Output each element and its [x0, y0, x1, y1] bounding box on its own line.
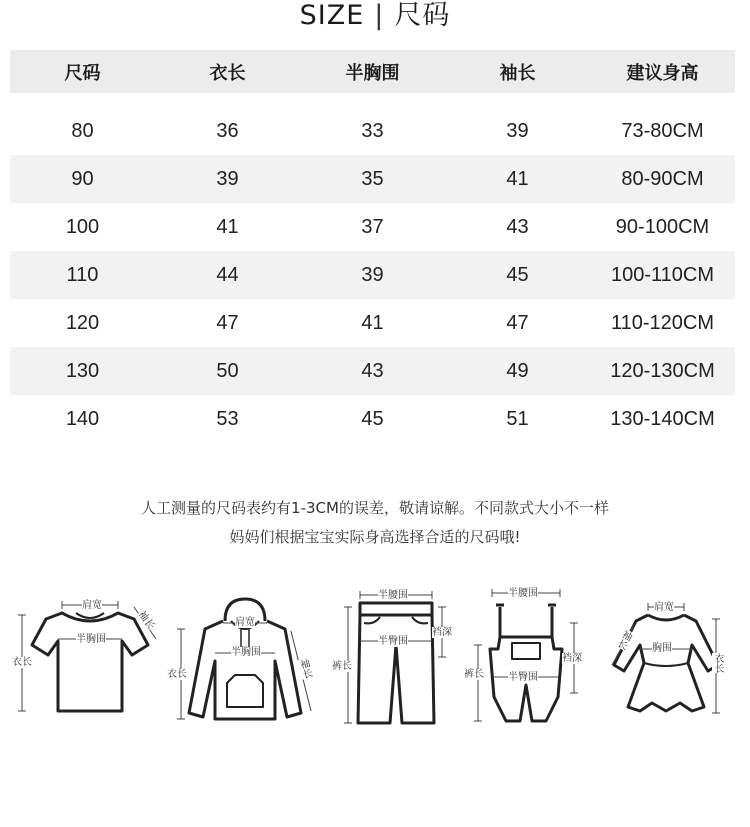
cell-half-chest: 41: [361, 311, 384, 334]
table-row: [10, 107, 735, 155]
pants-length-label: 裤长: [332, 661, 352, 672]
tshirt-chest-label: 半胸围: [76, 634, 106, 645]
table-row: [10, 155, 735, 203]
title-separator: |: [374, 0, 385, 31]
dress-diagram: [600, 585, 740, 735]
pants-diagram: [330, 585, 460, 735]
size-table: [10, 50, 735, 443]
title-size: SIZE: [299, 0, 365, 31]
cell-height: 80-90CM: [590, 155, 735, 203]
overalls-diagram: [462, 585, 592, 735]
cell-sleeve: 43: [506, 215, 529, 238]
size-advice-note: 妈妈们根据宝宝实际身高选择合适的尺码哦!: [229, 528, 521, 546]
cell-size: 110: [10, 251, 155, 299]
cell-half-chest: 45: [361, 407, 384, 430]
title-chinese: 尺码: [394, 0, 451, 31]
table-row: [10, 395, 735, 443]
cell-length: 36: [216, 119, 239, 142]
cell-height: 100-110CM: [590, 251, 735, 299]
cell-length: 39: [155, 155, 300, 203]
cell-half-chest: 35: [300, 155, 445, 203]
page-title: [0, 0, 750, 36]
cell-sleeve: 41: [445, 155, 590, 203]
cell-sleeve: 47: [506, 311, 529, 334]
overalls-rise-label: 裆深: [562, 653, 582, 664]
header-size: 尺码: [10, 50, 155, 93]
cell-length: 44: [155, 251, 300, 299]
cell-sleeve: 49: [445, 347, 590, 395]
overalls-length-label: 裤长: [464, 669, 484, 680]
table-row: [10, 299, 735, 347]
measurement-diagrams: [0, 585, 750, 735]
hoodie-length-label: 衣长: [167, 669, 187, 680]
overalls-waist-label: 半腰围: [508, 588, 538, 599]
cell-sleeve: 39: [506, 119, 529, 142]
pants-icon: [330, 585, 460, 735]
dress-chest-label: 胸围: [652, 643, 672, 654]
pants-hip-label: 半臀围: [378, 636, 408, 647]
dress-shoulder-label: 肩宽: [654, 602, 674, 613]
header-sleeve: 袖长: [445, 50, 590, 93]
measurement-note: 人工测量的尺码表约有1-3CM的误差，敬请谅解。不同款式大小不一样: [141, 499, 609, 517]
pants-rise-label: 裆深: [432, 627, 452, 638]
hoodie-shoulder-label: 肩宽: [235, 617, 255, 628]
header-half-chest: 半胸围: [300, 50, 445, 93]
cell-length: 41: [216, 215, 239, 238]
table-row: [10, 203, 735, 251]
cell-half-chest: 43: [300, 347, 445, 395]
tshirt-length-label: 衣长: [12, 657, 32, 668]
table-row: [10, 347, 735, 395]
cell-size: 90: [10, 155, 155, 203]
hoodie-sleeve-label: 袖长: [296, 657, 313, 681]
size-table-header: [10, 50, 735, 93]
cell-size: 120: [65, 311, 100, 334]
cell-size: 80: [71, 119, 94, 142]
cell-length: 47: [216, 311, 239, 334]
hoodie-diagram: [165, 585, 325, 735]
cell-height: 130-140CM: [610, 407, 715, 430]
overalls-hip-label: 半臀围: [508, 672, 538, 683]
cell-length: 53: [216, 407, 239, 430]
cell-half-chest: 33: [361, 119, 384, 142]
cell-sleeve: 51: [506, 407, 529, 430]
cell-half-chest: 37: [361, 215, 384, 238]
pants-waist-label: 半腰围: [378, 590, 408, 601]
header-length: 衣长: [155, 50, 300, 93]
cell-height: 90-100CM: [615, 215, 710, 238]
tshirt-diagram: [10, 585, 160, 735]
dress-sleeve-label: 袖长: [613, 627, 634, 651]
tshirt-sleeve-label: 袖长: [135, 609, 157, 632]
table-row: [10, 251, 735, 299]
cell-half-chest: 39: [300, 251, 445, 299]
cell-sleeve: 45: [445, 251, 590, 299]
table-spacer: [10, 93, 735, 107]
cell-height: 73-80CM: [621, 119, 704, 142]
hoodie-chest-label: 半胸围: [231, 647, 261, 658]
header-height: 建议身高: [590, 50, 735, 93]
cell-size: 130: [10, 347, 155, 395]
tshirt-shoulder-label: 肩宽: [82, 600, 102, 611]
dress-length-label: 衣长: [712, 653, 723, 673]
cell-height: 110-120CM: [610, 311, 715, 334]
cell-size: 140: [65, 407, 100, 430]
cell-size: 100: [65, 215, 100, 238]
cell-height: 120-130CM: [590, 347, 735, 395]
cell-length: 50: [155, 347, 300, 395]
